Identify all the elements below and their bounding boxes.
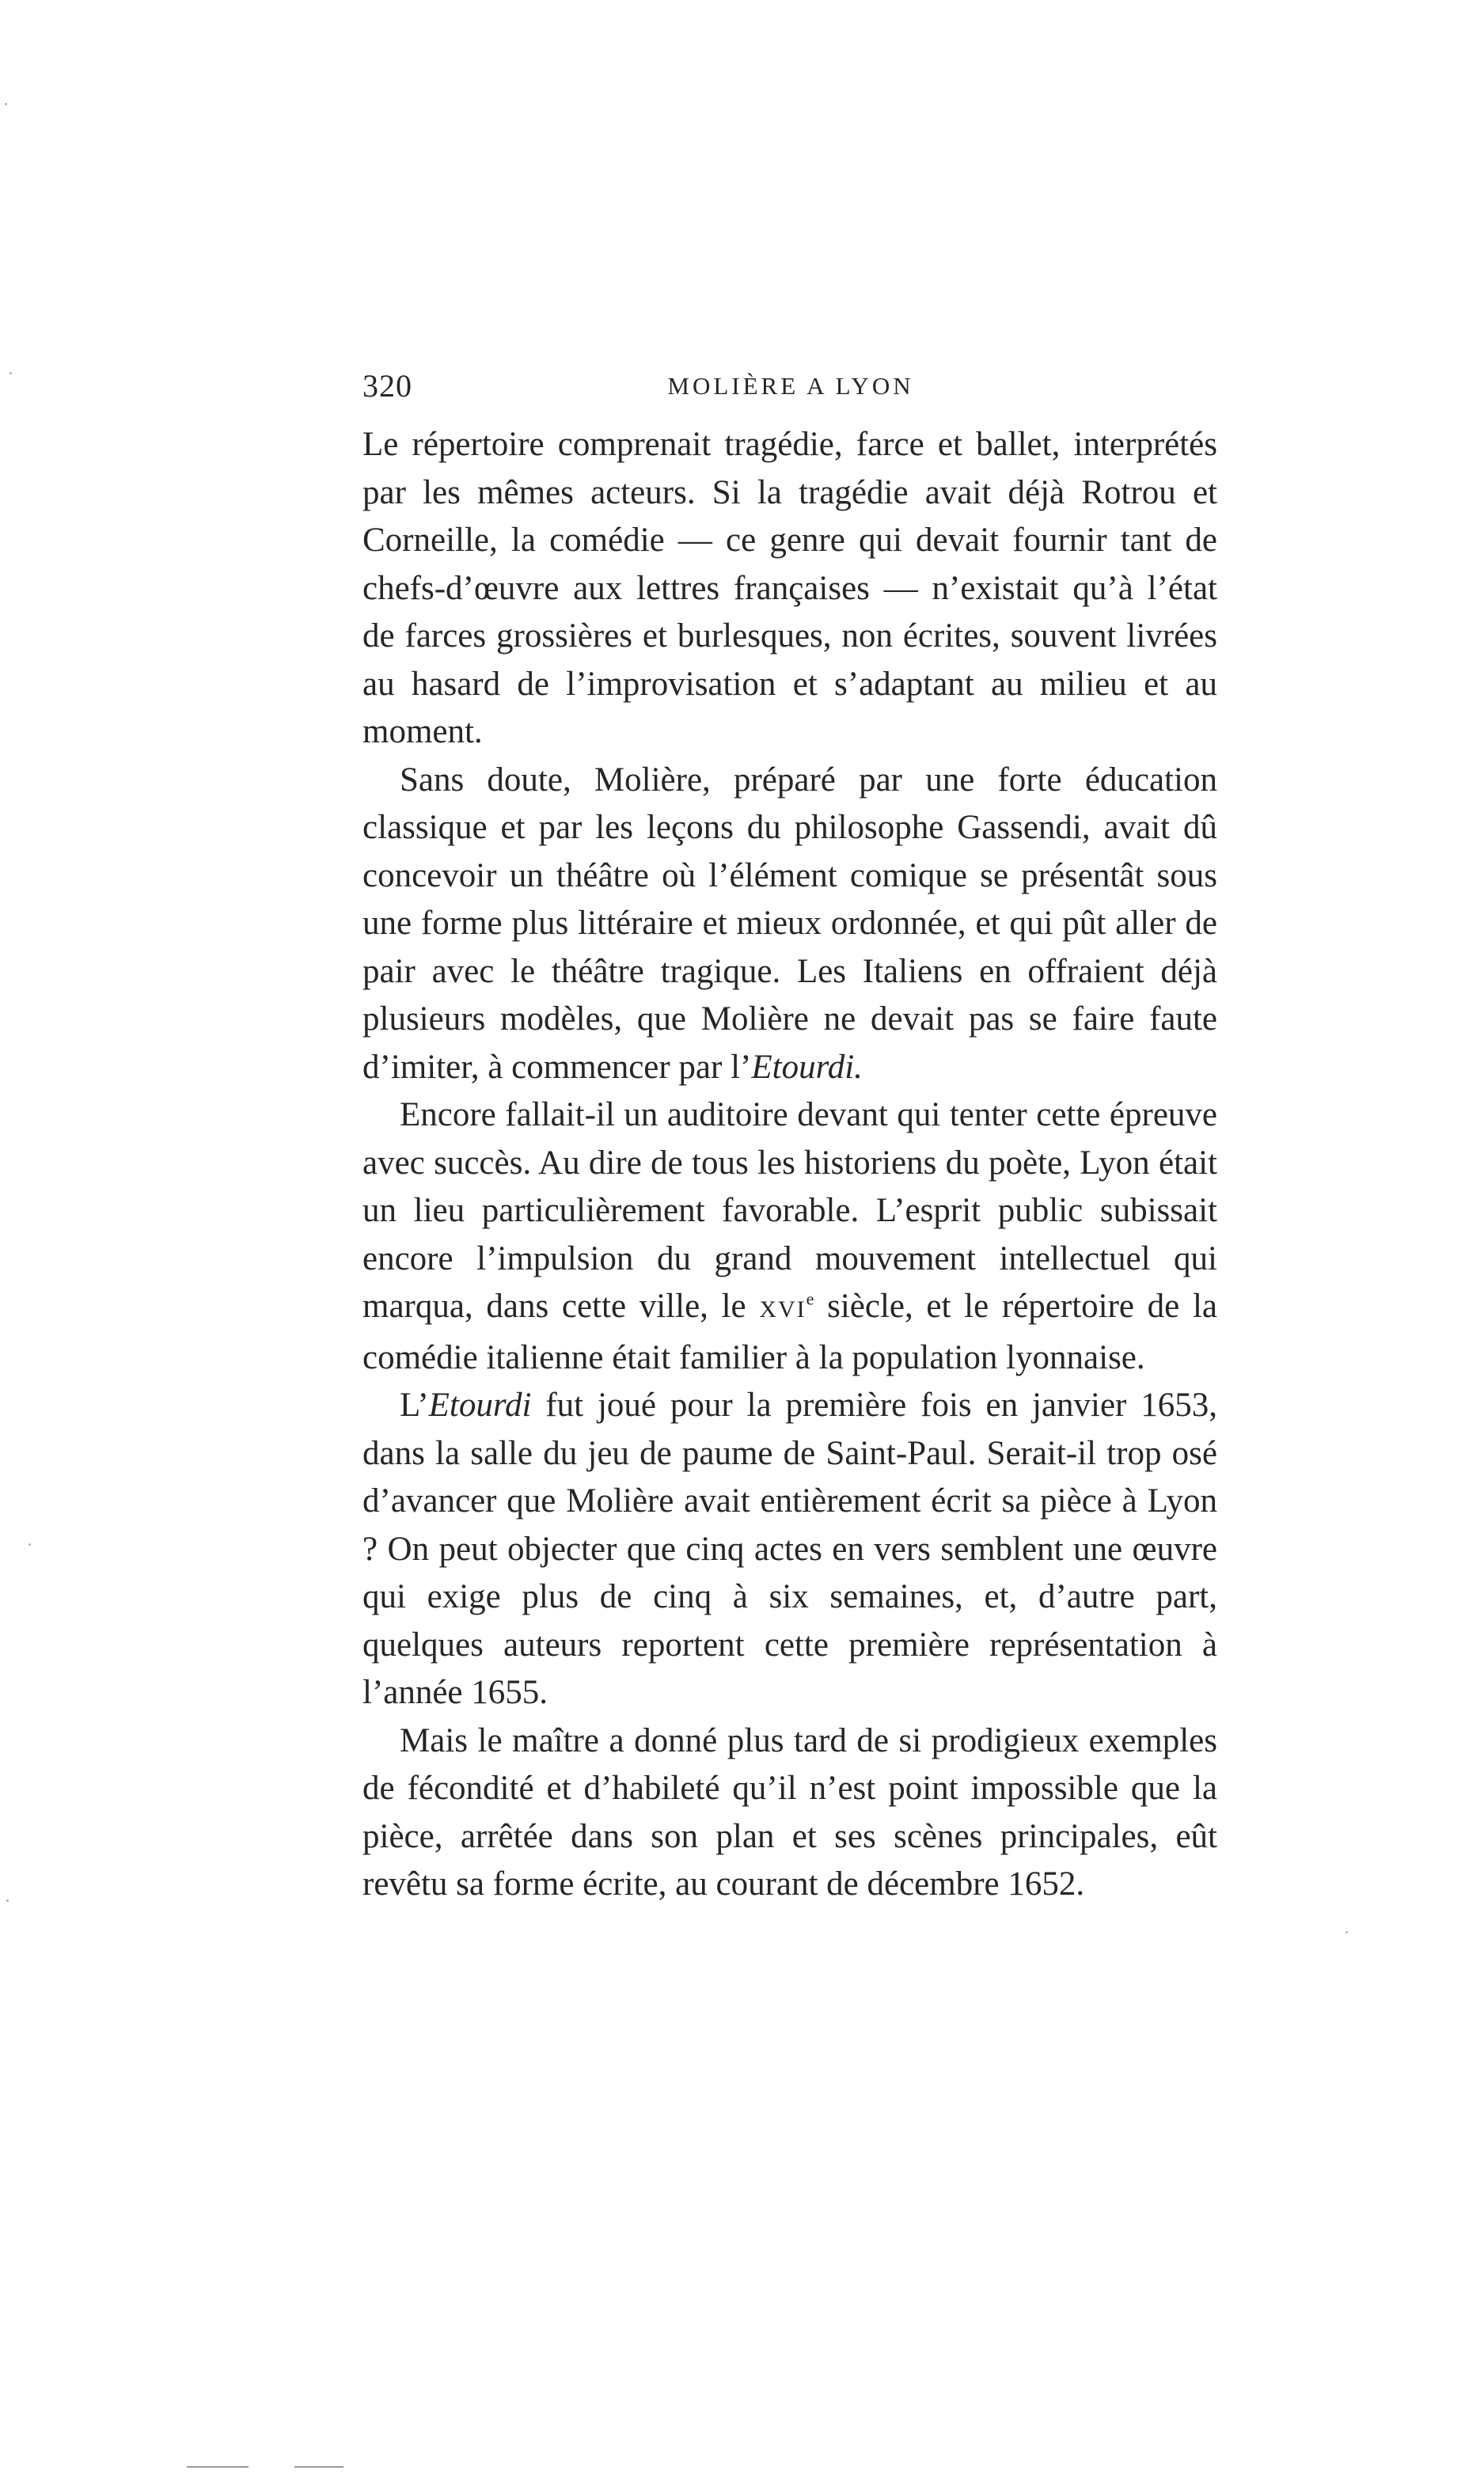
paragraph-text-start: L’ <box>400 1387 429 1424</box>
paragraph-master-fecundity: Mais le maître a donné plus tard de si prodigieux exemples de fécondité et d’habileté qu’il n’est point impossible que la pièce, arrêtée dans son plan et ses scènes principales, eût revêtu sa forme écrite, au courant de décembre 1652. <box>362 1721 1217 1903</box>
paragraph-text: Sans doute, Molière, préparé par une forte éducation classique et par les leçons du philosophe Gassendi, avait dû concevoir un théâtre où l’élément comique se présentât sous une forme plus littéraire et mieux ordonnée, et qui pût aller de pair avec le théâtre tragique. Les Italiens en offraient déjà plusieurs modèles, que Molière ne devait pas se faire faute d’imiter, à commencer par l’ <box>362 761 1217 1086</box>
edge-rule-right <box>294 2466 343 2468</box>
italic-title-etourdi: Etourdi. <box>751 1048 863 1086</box>
paper-speck <box>6 1899 9 1902</box>
paragraph-text: fut joué pour la première fois en janvier 1653, dans la salle du jeu de paume de Saint-Paul. Serait-il trop osé d’avancer que Molière avait entièrement écrit sa pièce à Lyon ? On peut objecter que cinq actes en vers semblent une œuvre qui exige plus de cinq à six semaines, et, d’autre part, quelques auteurs reportent cette première représentation à l’année 1655. <box>362 1387 1217 1711</box>
paragraph-repertoire: Le répertoire comprenait tragédie, farce et ballet, interprétés par les mêmes acteurs. Si la tragédie avait déjà Rotrou et Corneille, la comédie — ce genre qui devait fournir tant de chefs-d’œuvre aux lettres françaises — n’existait qu’à l’état de farces grossières et burlesques, non écrites, souvent livrées au hasard de l’improvisation et s’adaptant au milieu et au moment. <box>362 426 1217 750</box>
paragraph-moliere-education <box>362 757 1217 1092</box>
paragraph-etourdi-premiere <box>362 1382 1217 1717</box>
paper-speck <box>5 103 7 105</box>
running-head <box>362 362 1219 410</box>
paper-speck <box>1345 1931 1348 1933</box>
page-number: 320 <box>362 368 412 404</box>
paragraph-text-end: siècle, et le répertoire de la comédie italienne était familier à la population lyonnaise. <box>362 1288 1217 1376</box>
paper-speck <box>28 1543 31 1546</box>
edge-rule-left <box>187 2466 249 2468</box>
paragraph-text: Encore fallait-il un auditoire devant qui tenter cette épreuve avec succès. Au dire de tous les historiens du poète, Lyon était un lieu particulièrement favorable. L’esprit public subissait encore l’impulsion du grand mouvement intellectuel qui marqua, dans cette ville, le <box>362 1096 1217 1325</box>
body-text <box>362 421 1217 1909</box>
century-numeral: XVI <box>759 1296 807 1322</box>
running-title: MOLIÈRE A LYON <box>667 372 914 400</box>
paper-speck <box>9 372 12 374</box>
italic-title-etourdi: Etourdi <box>428 1387 532 1424</box>
century-superscript: e <box>806 1288 814 1309</box>
paragraph-lyon-audience <box>362 1091 1217 1382</box>
